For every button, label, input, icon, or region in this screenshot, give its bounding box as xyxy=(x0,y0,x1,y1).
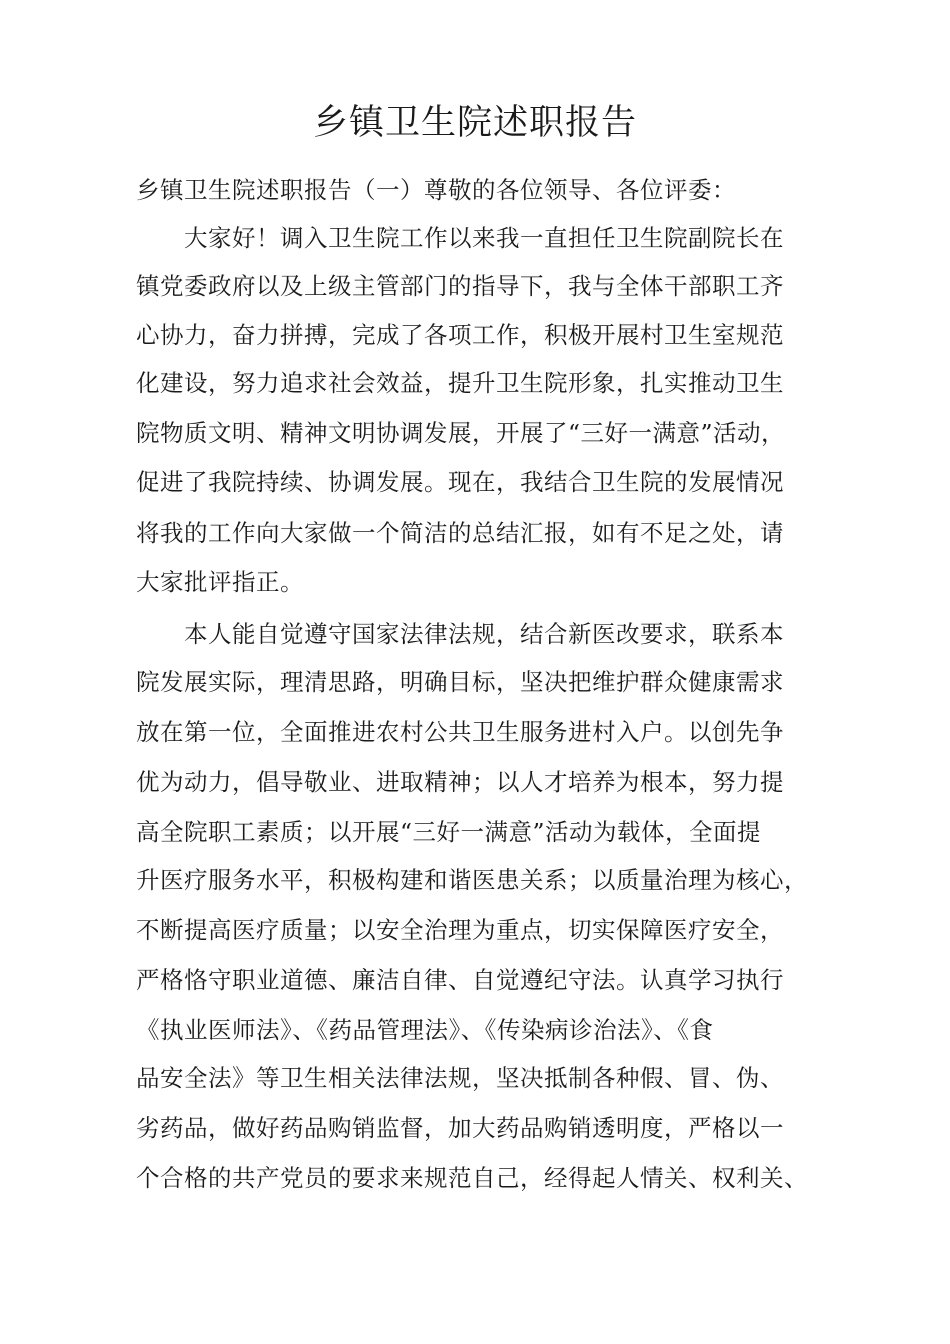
body-line: 大家批评指正。 xyxy=(136,568,304,596)
body-line: 升医疗服务水平，积极构建和谐医患关系；以质量治理为核心， xyxy=(136,866,808,894)
body-line: 不断提高医疗质量；以安全治理为重点，切实保障医疗安全， xyxy=(136,916,784,944)
body-line: 化建设，努力追求社会效益，提升卫生院形象，扎实推动卫生 xyxy=(136,369,784,397)
body-line: 院发展实际，理清思路，明确目标，坚决把维护群众健康需求 xyxy=(136,668,784,696)
body-line: 优为动力，倡导敬业、进取精神；以人才培养为根本，努力提 xyxy=(136,768,784,796)
body-line: 《执业医师法》、《药品管理法》、《传染病诊治法》、《食 xyxy=(136,1016,714,1044)
body-line: 镇党委政府以及上级主管部门的指导下，我与全体干部职工齐 xyxy=(136,272,784,300)
body-line: 劣药品，做好药品购销监督，加大药品购销透明度，严格以一 xyxy=(136,1114,784,1142)
body-line: 院物质文明、精神文明协调发展，开展了“三好一满意”活动， xyxy=(136,419,786,447)
body-line: 将我的工作向大家做一个简洁的总结汇报，如有不足之处，请 xyxy=(136,519,784,547)
body-line: 本人能自觉遵守国家法律法规，结合新医改要求，联系本 xyxy=(136,620,784,648)
body-line: 高全院职工素质；以开展“三好一满意”活动为载体，全面提 xyxy=(136,818,762,846)
body-line: 促进了我院持续、协调发展。现在，我结合卫生院的发展情况 xyxy=(136,468,784,496)
body-line: 乡镇卫生院述职报告（一）尊敬的各位领导、各位评委： xyxy=(136,176,736,204)
body-line: 严格恪守职业道德、廉洁自律、自觉遵纪守法。认真学习执行 xyxy=(136,966,784,994)
body-line: 心协力，奋力拼搏，完成了各项工作，积极开展村卫生室规范 xyxy=(136,321,784,349)
body-line: 个合格的共产党员的要求来规范自己，经得起人情关、权利关、 xyxy=(136,1164,808,1192)
body-line: 大家好！调入卫生院工作以来我一直担任卫生院副院长在 xyxy=(136,224,784,252)
document-title: 乡镇卫生院述职报告 xyxy=(312,103,637,143)
body-line: 放在第一位，全面推进农村公共卫生服务进村入户。以创先争 xyxy=(136,718,784,746)
body-line: 品安全法》等卫生相关法律法规，坚决抵制各种假、冒、伪、 xyxy=(136,1064,784,1092)
